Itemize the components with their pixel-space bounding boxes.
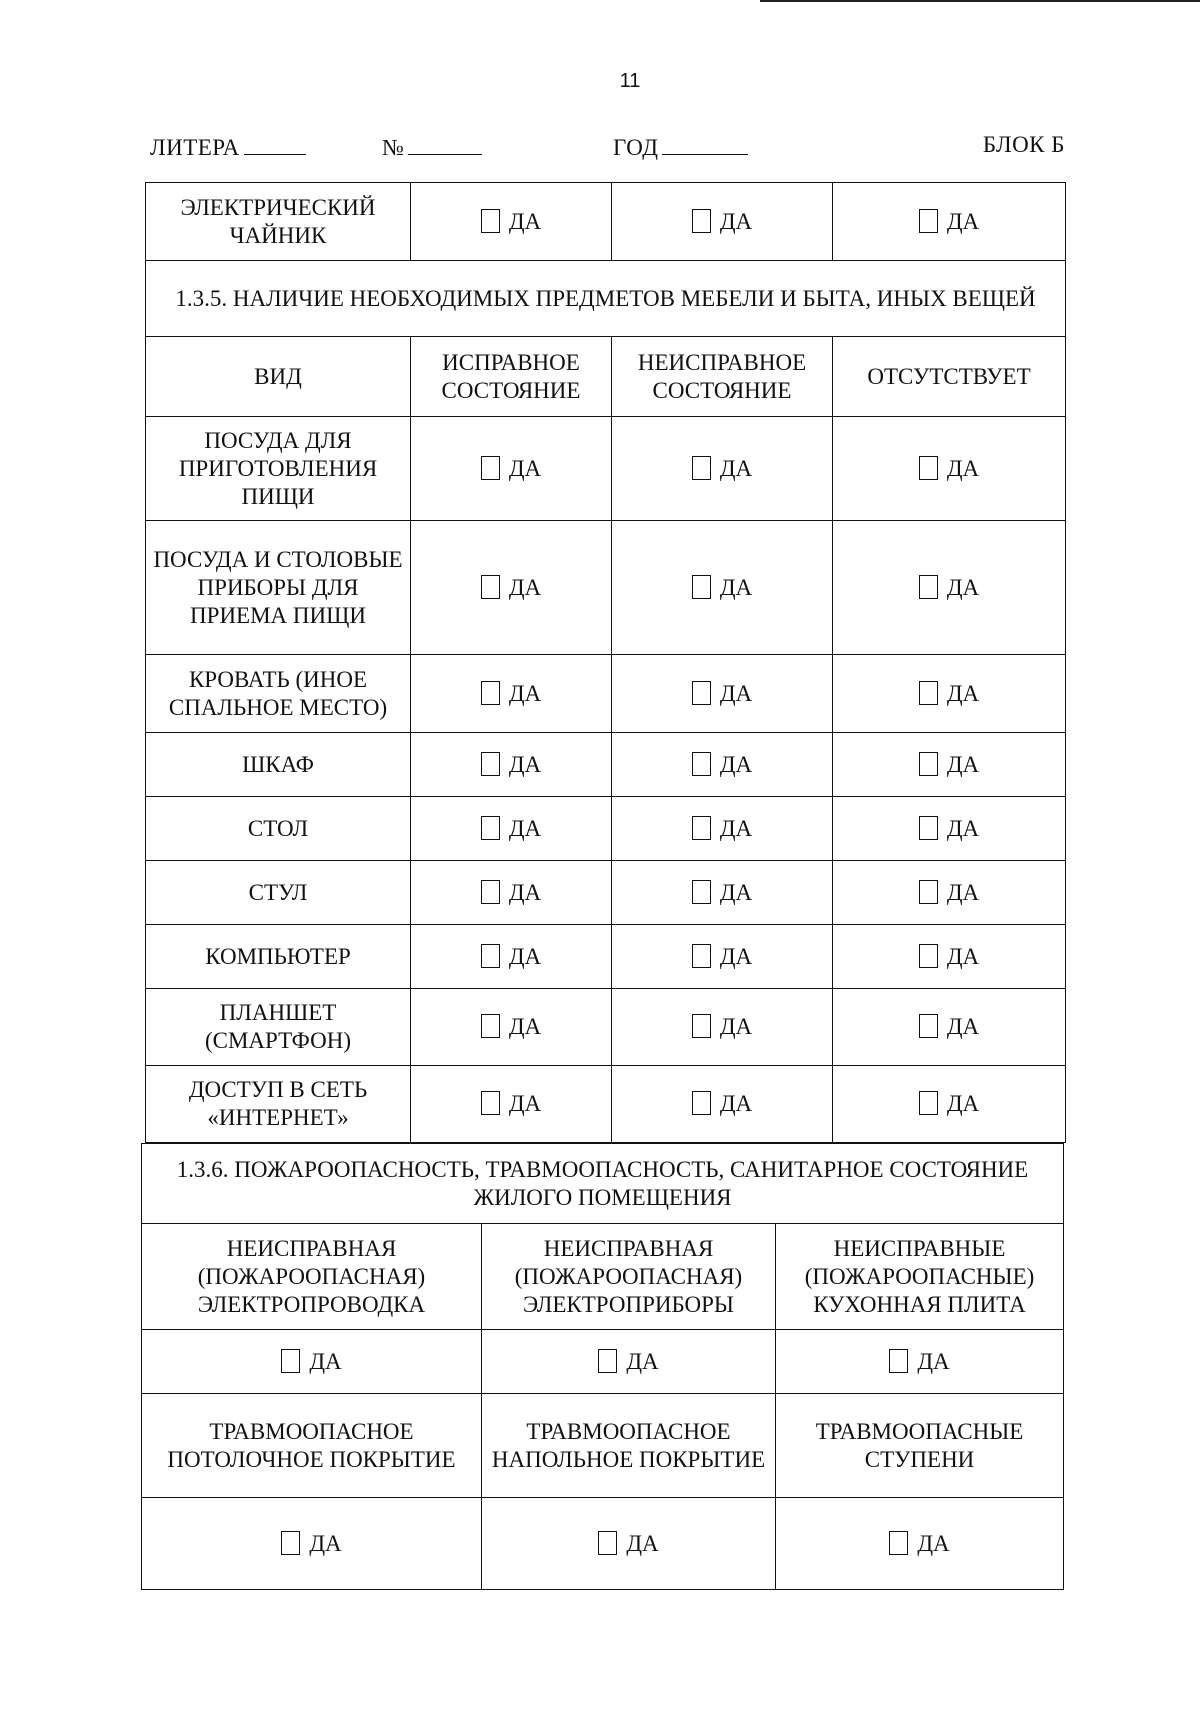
number-field: № [382, 132, 482, 161]
checkbox-label: ДА [508, 1091, 542, 1116]
checkbox-label: ДА [917, 1348, 950, 1374]
checkbox-square-icon[interactable] [919, 944, 938, 968]
checkbox-square-icon[interactable] [692, 816, 711, 840]
checkbox-square-icon[interactable] [692, 1014, 711, 1038]
checkbox-square-icon[interactable] [919, 880, 938, 904]
column-header: ИСПРАВНОЕ СОСТОЯНИЕ [411, 337, 612, 417]
yes-checkbox[interactable] [919, 456, 979, 481]
yes-checkbox[interactable] [481, 209, 541, 234]
checkbox-square-icon[interactable] [692, 456, 711, 480]
checkbox-square-icon[interactable] [481, 944, 500, 968]
table-row [146, 183, 1066, 261]
checkbox-square-icon[interactable] [919, 752, 938, 776]
row-label: ЭЛЕКТРИЧЕСКИЙ ЧАЙНИК [146, 183, 411, 261]
checkbox-square-icon[interactable] [481, 1014, 500, 1038]
yes-checkbox[interactable] [481, 1091, 541, 1116]
form-header [150, 132, 1065, 164]
hazard-label: ТРАВМООПАСНОЕ ПОТОЛОЧНОЕ ПОКРЫТИЕ [142, 1394, 482, 1498]
yes-checkbox[interactable] [692, 456, 752, 481]
checkbox-label: ДА [508, 680, 542, 706]
hazard-header-row [142, 1224, 1064, 1330]
yes-checkbox[interactable] [481, 1014, 541, 1039]
checkbox-label: ДА [626, 1530, 659, 1556]
checkbox-label: ДА [719, 208, 753, 234]
row-label: СТОЛ [146, 797, 411, 861]
hazard-label: ТРАВМООПАСНОЕ НАПОЛЬНОЕ ПОКРЫТИЕ [482, 1394, 776, 1498]
checkbox-label: ДА [626, 1348, 659, 1374]
checkbox-label: ДА [719, 1091, 753, 1116]
checkbox-label: ДА [508, 751, 542, 777]
checkbox-square-icon[interactable] [481, 1091, 500, 1115]
checkbox-square-icon[interactable] [692, 209, 711, 233]
checkbox-label: ДА [719, 1014, 753, 1039]
checkbox-label: ДА [508, 815, 542, 841]
checkbox-label: ДА [719, 943, 753, 969]
checkbox-label: ДА [946, 680, 980, 706]
checkbox-label: ДА [508, 208, 542, 234]
checkbox-label: ДА [309, 1348, 342, 1374]
checkbox-label: ДА [917, 1530, 950, 1556]
checkbox-square-icon[interactable] [281, 1349, 300, 1373]
hazard-header-row [142, 1394, 1064, 1498]
section-title-136: 1.3.6. ПОЖАРООПАСНОСТЬ, ТРАВМООПАСНОСТЬ, САНИТАРНОЕ СОСТОЯНИЕ ЖИЛОГО ПОМЕЩЕНИЯ [142, 1144, 1064, 1224]
checkbox-square-icon[interactable] [598, 1531, 617, 1555]
yes-checkbox[interactable] [481, 816, 541, 841]
section-row [142, 1144, 1064, 1224]
yes-checkbox[interactable] [692, 209, 752, 234]
checkbox-square-icon[interactable] [889, 1531, 908, 1555]
section-title-135: 1.3.5. НАЛИЧИЕ НЕОБХОДИМЫХ ПРЕДМЕТОВ МЕБЕЛИ И БЫТА, ИНЫХ ВЕЩЕЙ [146, 261, 1066, 337]
row-label: ПЛАНШЕТ (СМАРТФОН) [146, 989, 411, 1066]
checkbox-row [142, 1330, 1064, 1394]
table-row [146, 733, 1066, 797]
checkbox-square-icon[interactable] [919, 816, 938, 840]
yes-checkbox[interactable] [481, 880, 541, 905]
row-label: КРОВАТЬ (ИНОЕ СПАЛЬНОЕ МЕСТО) [146, 655, 411, 733]
checkbox-square-icon[interactable] [889, 1349, 908, 1373]
section-row [146, 261, 1066, 337]
checkbox-row [142, 1498, 1064, 1590]
yes-checkbox[interactable] [919, 1014, 979, 1039]
yes-checkbox[interactable] [481, 575, 541, 600]
checkbox-label: ДА [946, 751, 980, 777]
yes-checkbox[interactable] [481, 681, 541, 706]
table-row [146, 521, 1066, 655]
column-header: ВИД [146, 337, 411, 417]
fire-safety-table [141, 1143, 1064, 1590]
checkbox-square-icon[interactable] [919, 1091, 938, 1115]
yes-checkbox[interactable] [919, 752, 979, 777]
yes-checkbox[interactable] [598, 1531, 658, 1556]
year-blank[interactable] [662, 132, 748, 155]
checkbox-square-icon[interactable] [481, 456, 500, 480]
yes-checkbox[interactable] [919, 816, 979, 841]
checkbox-square-icon[interactable] [692, 944, 711, 968]
row-label: ПОСУДА ДЛЯ ПРИГОТОВЛЕНИЯ ПИЩИ [146, 417, 411, 521]
yes-checkbox[interactable] [919, 880, 979, 905]
furniture-table [145, 182, 1066, 1143]
checkbox-label: ДА [719, 680, 753, 706]
checkbox-label: ДА [508, 1014, 542, 1039]
checkbox-label: ДА [508, 574, 542, 600]
checkbox-label: ДА [946, 1014, 980, 1039]
checkbox-square-icon[interactable] [598, 1349, 617, 1373]
checkbox-square-icon[interactable] [281, 1531, 300, 1555]
table-row [146, 417, 1066, 521]
checkbox-label: ДА [719, 751, 753, 777]
yes-checkbox[interactable] [692, 880, 752, 905]
checkbox-square-icon[interactable] [919, 1014, 938, 1038]
checkbox-label: ДА [719, 574, 753, 600]
checkbox-square-icon[interactable] [481, 880, 500, 904]
yes-checkbox[interactable] [281, 1531, 341, 1556]
row-label: КОМПЬЮТЕР [146, 925, 411, 989]
table-row [146, 655, 1066, 733]
checkbox-label: ДА [719, 879, 753, 905]
hazard-label: НЕИСПРАВНЫЕ (ПОЖАРООПАСНЫЕ) КУХОННАЯ ПЛИТА [776, 1224, 1064, 1330]
checkbox-square-icon[interactable] [481, 681, 500, 705]
table-row [146, 797, 1066, 861]
checkbox-square-icon[interactable] [481, 752, 500, 776]
checkbox-label: ДА [508, 879, 542, 905]
checkbox-square-icon[interactable] [692, 1091, 711, 1115]
yes-checkbox[interactable] [692, 752, 752, 777]
checkbox-label: ДА [508, 943, 542, 969]
table-row [146, 925, 1066, 989]
column-header: ОТСУТСТВУЕТ [833, 337, 1066, 417]
column-header-row [146, 337, 1066, 417]
yes-checkbox[interactable] [692, 681, 752, 706]
hazard-label: ТРАВМООПАСНЫЕ СТУПЕНИ [776, 1394, 1064, 1498]
yes-checkbox[interactable] [889, 1531, 949, 1556]
table-row [146, 1066, 1066, 1143]
yes-checkbox[interactable] [919, 209, 979, 234]
yes-checkbox[interactable] [692, 1091, 752, 1116]
yes-checkbox[interactable] [919, 944, 979, 969]
checkbox-label: ДА [309, 1530, 342, 1556]
yes-checkbox[interactable] [481, 456, 541, 481]
row-label: ПОСУДА И СТОЛОВЫЕ ПРИБОРЫ ДЛЯ ПРИЕМА ПИЩИ [146, 521, 411, 655]
yes-checkbox[interactable] [919, 1091, 979, 1116]
litera-field: ЛИТЕРА [150, 132, 306, 161]
yes-checkbox[interactable] [598, 1349, 658, 1374]
yes-checkbox[interactable] [481, 944, 541, 969]
checkbox-square-icon[interactable] [692, 681, 711, 705]
checkbox-square-icon[interactable] [692, 880, 711, 904]
checkbox-label: ДА [946, 879, 980, 905]
checkbox-label: ДА [719, 815, 753, 841]
yes-checkbox[interactable] [692, 816, 752, 841]
yes-checkbox[interactable] [919, 681, 979, 706]
yes-checkbox[interactable] [919, 575, 979, 600]
checkbox-label: ДА [946, 815, 980, 841]
litera-blank[interactable] [244, 132, 306, 155]
checkbox-label: ДА [946, 208, 980, 234]
column-header: НЕИСПРАВНОЕ СОСТОЯНИЕ [612, 337, 833, 417]
page-number: 11 [619, 70, 641, 92]
hazard-label: НЕИСПРАВНАЯ (ПОЖАРООПАСНАЯ) ЭЛЕКТРОПРИБОРЫ [482, 1224, 776, 1330]
yes-checkbox[interactable] [889, 1349, 949, 1374]
checkbox-square-icon[interactable] [692, 752, 711, 776]
checkbox-label: ДА [946, 455, 980, 481]
checkbox-label: ДА [719, 455, 753, 481]
checkbox-square-icon[interactable] [692, 575, 711, 599]
checkbox-label: ДА [508, 455, 542, 481]
yes-checkbox[interactable] [692, 1014, 752, 1039]
checkbox-label: ДА [946, 943, 980, 969]
block-label: БЛОК Б [982, 132, 1065, 157]
checkbox-label: ДА [946, 574, 980, 600]
checkbox-square-icon[interactable] [481, 575, 500, 599]
table-row [146, 989, 1066, 1066]
row-label: ДОСТУП В СЕТЬ «ИНТЕРНЕТ» [146, 1066, 411, 1143]
yes-checkbox[interactable] [692, 944, 752, 969]
number-blank[interactable] [408, 132, 482, 155]
year-field: ГОД [613, 132, 748, 161]
checkbox-square-icon[interactable] [481, 816, 500, 840]
yes-checkbox[interactable] [692, 575, 752, 600]
checkbox-square-icon[interactable] [919, 575, 938, 599]
checkbox-square-icon[interactable] [919, 456, 938, 480]
top-edge-line [760, 0, 1200, 2]
yes-checkbox[interactable] [481, 752, 541, 777]
row-label: ШКАФ [146, 733, 411, 797]
checkbox-square-icon[interactable] [919, 681, 938, 705]
row-label: СТУЛ [146, 861, 411, 925]
yes-checkbox[interactable] [281, 1349, 341, 1374]
table-row [146, 861, 1066, 925]
checkbox-square-icon[interactable] [919, 209, 938, 233]
hazard-label: НЕИСПРАВНАЯ (ПОЖАРООПАСНАЯ) ЭЛЕКТРОПРОВОДКА [142, 1224, 482, 1330]
checkbox-square-icon[interactable] [481, 209, 500, 233]
checkbox-label: ДА [946, 1091, 980, 1116]
